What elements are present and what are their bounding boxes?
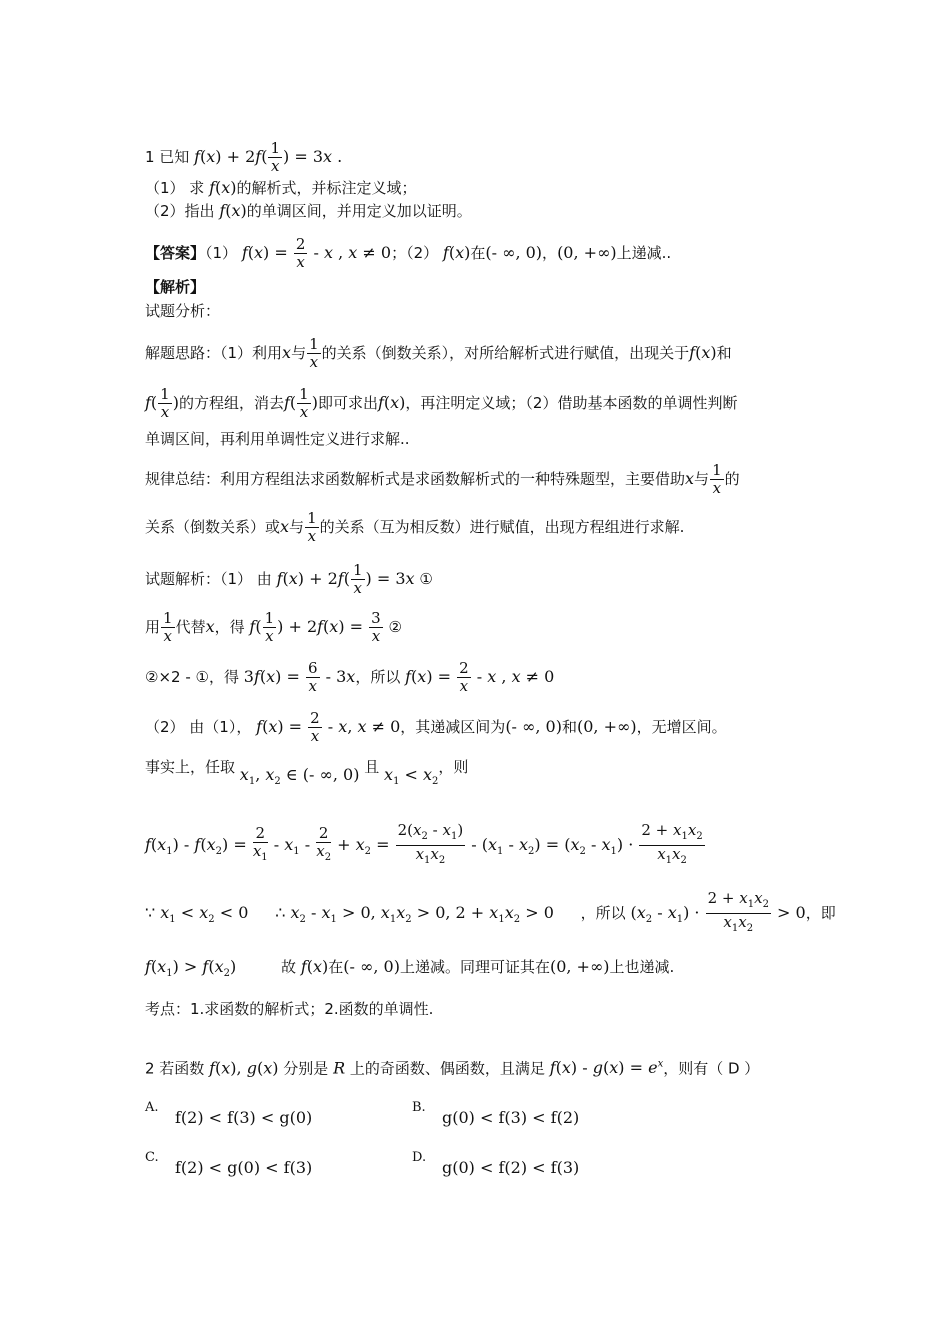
option-a: f(2) < f(3) < g(0) <box>175 1108 313 1127</box>
rule-line1: 规律总结：利用方程组法求函数解析式是求函数解析式的一种特殊题型，主要借助x与 $\frac{1}{x}$ 的 <box>145 461 740 497</box>
since-line: ∵ $x_1 < x_2 < 0$ ∴ $x_2 - x_1 > 0$, $x_1x_2 > 0$, $2 + x_1x_2 > 0$ ，所以 $(x_2 - x_1)$ · $\frac{2 + x_1x_2}{x_1x_2}$ > 0，即 <box>145 889 836 934</box>
option-c: f(2) < g(0) < f(3) <box>175 1158 313 1177</box>
q1-part2: （2）指出 f(x)的单调区间，并用定义加以证明。 <box>145 201 472 220</box>
analysis-label: 【解析】 <box>145 278 206 296</box>
q1-title: 1 已知 f(x) + 2f( $\frac{1}{x}$ ) = 3x . <box>145 139 343 175</box>
option-b-label: B. <box>412 1100 426 1115</box>
analysis-sub: 试题分析： <box>145 302 221 320</box>
rule-line2: 关系（倒数关系）或x与 $\frac{1}{x}$ 的关系（互为相反数）进行赋值，出现方程组进行求解. <box>145 509 685 545</box>
option-d-label: D. <box>412 1150 427 1165</box>
sol-line3: ②×2 - ①，得 3f(x) = $\frac{6}{x}$ - 3x，所以 f(x) = $\frac{2}{x}$ - x , x ≠ 0 <box>145 659 555 695</box>
idea-line2: f( $\frac{1}{x}$ )的方程组，消去f( $\frac{1}{x}$ )即可求出f(x)，再注明定义域；（2）借助基本函数的单调性判断 <box>145 385 738 421</box>
sol-line1: 试题解析：（1） 由 f(x) + 2f( $\frac{1}{x}$ ) = 3x ① <box>145 561 433 597</box>
q1-answer: 【答案】（1） f(x) = $\frac{2}{x}$ - x , x ≠ 0；（2） f(x)在(- ∞, 0)，(0, +∞)上递减.. <box>145 235 672 271</box>
q1-part1: （1） 求 f(x)的解析式，并标注定义域； <box>145 178 417 197</box>
diff-equation: $f(x_1) - f(x_2)$ = $\frac{2}{x_1}$ - $x_1$ - $\frac{2}{x_2}$ + $x_2$ = $\frac{2(x_2 - x_1)}{x_1x_2}$ - $(x_1 - x_2) = (x_2 - x_1)$ · $\frac{2 + x_1x_2}{x_1x_2}$ <box>145 821 703 866</box>
sol-line2: 用 $\frac{1}{x}$ 代替x，得 f( $\frac{1}{x}$ ) + 2f(x) = $\frac{3}{x}$ ② <box>145 609 402 645</box>
idea-line3: 单调区间，再利用单调性定义进行求解.. <box>145 430 410 448</box>
option-c-label: C. <box>145 1150 159 1165</box>
fact-line: 事实上，任取 $x_1$, $x_2$ ∈ (- ∞, 0) 且 $x_1 < x_2$，则 <box>145 758 469 788</box>
option-b: g(0) < f(3) < f(2) <box>442 1108 580 1127</box>
q1-equation: f(x) + 2f( $\frac{1}{x}$ ) = 3x . <box>194 139 343 175</box>
q2-stem: 2 若函数 f(x), g(x) 分别是 R 上的奇函数、偶函数，且满足 $f(x) - g(x) = e^x$，则有（ D ） <box>145 1058 760 1078</box>
sol-line4: （2） 由（1）， f(x) = $\frac{2}{x}$ - x, x ≠ 0，其递减区间为(- ∞, 0)和(0, +∞)，无增区间。 <box>145 709 727 745</box>
conclusion-line: $f(x_1) > f(x_2)$ 故 f(x)在(- ∞, 0)上递减。同理可证其在(0, +∞)上也递减. <box>145 957 675 980</box>
option-a-label: A. <box>145 1100 159 1115</box>
kaodian: 考点：1.求函数的解析式；2.函数的单调性. <box>145 1000 434 1018</box>
option-d: g(0) < f(2) < f(3) <box>442 1158 580 1177</box>
idea-line1: 解题思路：（1）利用x与 $\frac{1}{x}$ 的关系（倒数关系），对所给解析式进行赋值，出现关于f(x)和 <box>145 335 732 371</box>
